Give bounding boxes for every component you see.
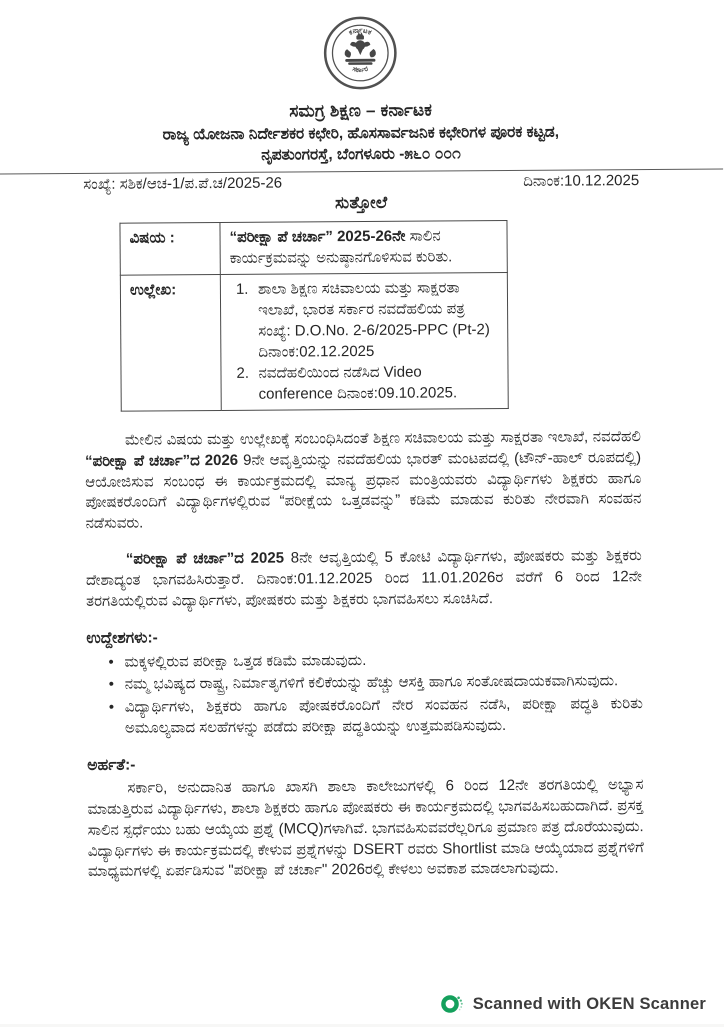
- bullet-icon: •: [108, 699, 115, 717]
- karnataka-government-seal-icon: [321, 14, 400, 93]
- reference-item-text: ಶಾಲಾ ಶಿಕ್ಷಣ ಸಚಿವಾಲಯ ಮತ್ತು ಸಾಕ್ಷರತಾ ಇಲಾಖೆ, ಭಾರತ ಸರ್ಕಾರ ನವದೆಹಲಿಯ ಪತ್ರ ಸಂಖ್ಯೆ: D.O.No. 2-6/2025-PPC (Pt-2) ದಿನಾಂಕ:02.12.2025: [257, 279, 490, 361]
- reference-item-number: 1.: [235, 280, 249, 298]
- reference-label: ಉಲ್ಲೇಖ:: [120, 274, 221, 411]
- office-address-line1: ರಾಜ್ಯ ಯೋಜನಾ ನಿರ್ದೇಶಕರ ಕಛೇರಿ, ಹೊಸಸಾರ್ವಜನಿಕ ಕಛೇರಿಗಳ ಪೂರಕ ಕಟ್ಟಡ,: [162, 123, 560, 144]
- objective-text: ನಮ್ಮ ಭವಿಷ್ಯದ ರಾಷ್ಟ್ರ, ನಿರ್ಮಾತೃಗಳಿಗೆ ಕಲಿಕೆಯನ್ನು ಹೆಚ್ಚು ಆಸಕ್ತಿ ಹಾಗೂ ಸಂತೋಷದಾಯಕವಾಗಿಸುವುದು.: [124, 672, 619, 694]
- subject-value-bold: “ಪರೀಕ್ಷಾ ಪೆ ಚರ್ಚಾ” 2025-26ನೇ: [229, 227, 406, 246]
- scanner-branding: [440, 992, 706, 1016]
- organization-name: ಸಮಗ್ರ ಶಿಕ್ಷಣ – ಕರ್ನಾಟಕ: [289, 100, 433, 121]
- para1-lead: ಮೇಲಿನ ವಿಷಯ ಮತ್ತು ಉಲ್ಲೇಖಕ್ಕೆ ಸಂಬಂಧಿಸಿದಂತೆ ಶಿಕ್ಷಣ ಸಚಿವಾಲಯ ಮತ್ತು ಸಾಕ್ಷರತಾ ಇಲಾಖೆ, ನವದೆಹಲಿ: [124, 427, 642, 449]
- emblem-bottom-text: ಸರ್ಕಾರ: [351, 65, 370, 74]
- subject-value: [220, 220, 507, 274]
- objectives-list: [86, 649, 643, 740]
- reference-list: [220, 272, 508, 410]
- objective-item: [108, 649, 642, 674]
- svg-text:ಸರ್ಕಾರ: [352, 66, 370, 75]
- objective-item: [109, 694, 643, 739]
- emblem-container: [0, 0, 723, 100]
- office-address-line2: ನೃಪತುಂಗರಸ್ತೆ, ಬೆಂಗಳೂರು -೫೬೦ ೦೦೧: [261, 145, 461, 164]
- document-title: ಸುತ್ತೋಲೆ: [335, 193, 388, 213]
- objective-text: ಮಕ್ಕಳಲ್ಲಿರುವ ಪರೀಕ್ಷಾ ಒತ್ತಡ ಕಡಿಮೆ ಮಾಡುವುದು.: [124, 651, 367, 671]
- circular-number: ಸಂಖ್ಯೆ: ಸಶಿಕ/ಆಚ-1/ಪ.ಪೆ.ಚ/2025-26: [83, 174, 283, 193]
- para1-program-name: “ಪರೀಕ್ಷಾ ಪೆ ಚರ್ಚಾ”ದ 2026: [85, 451, 239, 470]
- para1-rest: 9ನೇ ಆವೃತ್ತಿಯನ್ನು ನವದೆಹಲಿಯ ಭಾರತ್ ಮಂಟಪದಲ್ಲಿ (ಟೌನ್-ಹಾಲ್ ರೂಪದಲ್ಲಿ) ಆಯೋಜಿಸುವ ಸಂಬಂಧ ಈ ಕಾರ್ಯಕ್ರಮದಲ್ಲಿ ಮಾನ್ಯ ಪ್ರಧಾನ ಮಂತ್ರಿಯವರು ವಿದ್ಯಾರ್ಥಿಗಳು ಶಿಕ್ಷಕರು ಹಾಗೂ ಪೋಷಕರೊಂದಿಗೆ ವಿದ್ಯಾರ್ಥಿಗಳಲ್ಲಿರುವ “ಪರೀಕ್ಷೆಯ ಒತ್ತಡವನ್ನು” ಕಡಿಮೆ ಮಾಡುವ ಕುರಿತು ನೇರವಾಗಿ ಸಂವಹನ ನಡೆಸುವರು.: [85, 448, 642, 533]
- reference-item: [230, 277, 500, 363]
- eligibility-paragraph: ಸರ್ಕಾರಿ, ಅನುದಾನಿತ ಹಾಗೂ ಖಾಸಗಿ ಶಾಲಾ ಕಾಲೇಜುಗಳಲ್ಲಿ 6 ರಿಂದ 12ನೇ ತರಗತಿಯಲ್ಲಿ ಅಭ್ಯಾಸ ಮಾಡುತ್ತಿರುವ ವಿದ್ಯಾರ್ಥಿಗಳು, ಶಾಲಾ ಶಿಕ್ಷಕರು ಹಾಗೂ ಪೋಷಕರು ಈ ಕಾರ್ಯಕ್ರಮದಲ್ಲಿ ಭಾಗವಹಿಸಬಹುದಾಗಿದೆ. ಪ್ರಸಕ್ತ ಸಾಲಿನ ಸ್ಪರ್ಧೆಯು ಬಹು ಆಯ್ಕೆಯ ಪ್ರಶ್ನೆ (MCQ)ಗಳಾಗಿವೆ. ಭಾಗವಹಿಸುವವರೆಲ್ಲರಿಗೂ ಪ್ರಮಾಣ ಪತ್ರ ದೊರೆಯುವುದು. ವಿದ್ಯಾರ್ಥಿಗಳು ಈ ಕಾರ್ಯಕ್ರಮದಲ್ಲಿ ಕೇಳುವ ಪ್ರಶ್ನೆಗಳನ್ನು DSERT ರವರು Shortlist ಮಾಡಿ ಆಯ್ಕೆಯಾದ ಪ್ರಶ್ನೆಗಳಿಗೆ ಮಾಧ್ಯಮಗಳಲ್ಲಿ ಏರ್ಪಡಿಸುವ "ಪರೀಕ್ಷಾ ಪೆ ಚರ್ಚಾ" 2026ರಲ್ಲಿ ಕೇಳಲು ಅವಕಾಶ ಮಾಡಲಾಗುವುದು.: [87, 776, 644, 881]
- body-block: [85, 427, 644, 883]
- reference-item-text: ನವದೆಹಲಿಯಿಂದ ನಡೆಸಿದ Video conference ದಿನಾಂಕ:09.10.2025.: [258, 363, 458, 403]
- bullet-icon: •: [108, 653, 114, 671]
- reference-item: [230, 361, 499, 405]
- subject-row: [120, 220, 507, 275]
- subject-label: ವಿಷಯ :: [120, 222, 220, 275]
- bullet-icon: •: [108, 676, 115, 694]
- gandaberunda-crest: [345, 33, 376, 64]
- subject-reference-table: [119, 220, 508, 412]
- subject-value-rest: ಸಾಲಿನ ಕಾರ್ಯಕ್ರಮವನ್ನು ಅನುಷ್ಠಾನಗೊಳಿಸುವ ಕುರಿತು.: [229, 227, 453, 267]
- emblem-top-text: ಕರ್ನಾಟಕ: [348, 27, 373, 37]
- para2-program-name: “ಪರೀಕ್ಷಾ ಪೆ ಚರ್ಚಾ”ದ 2025: [125, 549, 285, 568]
- circular-date: ದಿನಾಂಕ:10.12.2025: [523, 171, 640, 190]
- objective-item: [109, 671, 643, 696]
- oken-scanner-icon: [440, 992, 464, 1016]
- objectives-heading: ಉದ್ದೇಶಗಳು:-: [86, 629, 158, 647]
- eligibility-heading: ಅರ್ಹತೆ:-: [87, 756, 136, 774]
- scanner-text: Scanned with OKEN Scanner: [472, 994, 706, 1013]
- paragraph-participation: [86, 546, 642, 612]
- reference-item-number: 2.: [236, 364, 250, 382]
- para2-rest: 8ನೇ ಆವೃತ್ತಿಯಲ್ಲಿ 5 ಕೋಟಿ ವಿದ್ಯಾರ್ಥಿಗಳು, ಪೋಷಕರು ಮತ್ತು ಶಿಕ್ಷಕರು ದೇಶಾದ್ಯಂತ ಭಾಗವಹಿಸಿರುತ್ತಾರೆ. ದಿನಾಂಕ:01.12.2025 ರಿಂದ 11.01.2026ರ ವರೆಗೆ 6 ರಿಂದ 12ನೇ ತರಗತಿಯಲ್ಲಿರುವ ವಿದ್ಯಾರ್ಥಿಗಳು, ಪೋಷಕರು ಮತ್ತು ಶಿಕ್ಷಕರು ಭಾಗವಹಿಸಲು ಸೂಚಿಸಿದೆ.: [85, 547, 642, 610]
- objective-text: ವಿದ್ಯಾರ್ಥಿಗಳು, ಶಿಕ್ಷಕರು ಹಾಗೂ ಪೋಷಕರೊಂದಿಗೆ ನೇರ ಸಂವಹನ ನಡೆಸಿ, ಪರೀಕ್ಷಾ ಪದ್ಧತಿ ಕುರಿತು ಅಮೂಲ್ಯವಾದ ಸಲಹೆಗಳನ್ನು ಪಡೆದು ಪರೀಕ್ಷಾ ಪದ್ಧತಿಯನ್ನು ಉತ್ತಮಪಡಿಸುವುದು.: [124, 695, 643, 737]
- reference-row: [120, 272, 508, 411]
- meta-row: [0, 169, 723, 193]
- paragraph-intro: [85, 427, 642, 535]
